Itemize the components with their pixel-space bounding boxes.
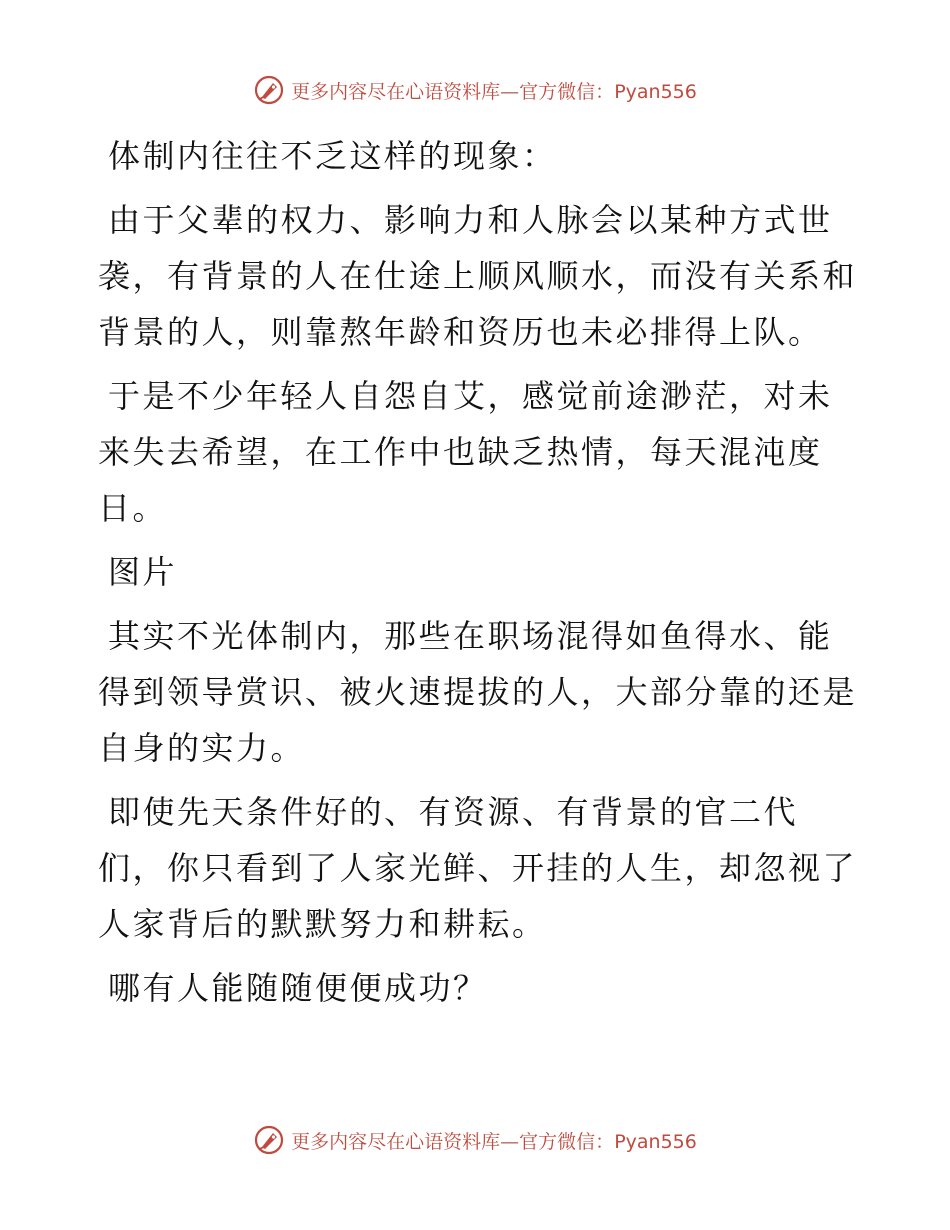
image-placeholder-text: 图片: [108, 553, 178, 591]
pen-nib-logo-icon: [253, 74, 285, 106]
banner-main-text: 更多内容尽在心语资料库: [291, 1130, 501, 1153]
banner-wechat-id: Pyan556: [614, 80, 697, 103]
paragraph: 于是不少年轻人自怨自艾，感觉前途渺茫，对未来失去希望，在工作中也缺乏热情，每天混沌度日。: [98, 377, 833, 527]
banner-main-text: 更多内容尽在心语资料库: [291, 80, 501, 103]
banner-text: [291, 1127, 697, 1154]
header-banner: [0, 70, 950, 110]
banner-wechat-label: 官方微信：: [519, 1130, 615, 1153]
banner-wechat-id: Pyan556: [614, 1130, 697, 1153]
paragraph: 即使先天条件好的、有资源、有背景的官二代们，你只看到了人家光鲜、开挂的人生，却忽视了人家背后的默默努力和耕耘。: [98, 793, 858, 943]
paragraph: 哪有人能随随便便成功？: [108, 969, 488, 1007]
banner-text: [291, 77, 697, 104]
banner-separator: —: [500, 80, 520, 103]
article-body: [98, 128, 858, 1024]
banner-wechat-label: 官方微信：: [519, 80, 615, 103]
paragraph: 体制内往往不乏这样的现象：: [108, 137, 557, 175]
footer-banner: [0, 1120, 950, 1160]
paragraph: 由于父辈的权力、影响力和人脉会以某种方式世袭，有背景的人在仕途上顺风顺水，而没有关系和背景的人，则靠熬年龄和资历也未必排得上队。: [98, 201, 858, 351]
banner-separator: —: [500, 1130, 520, 1153]
pen-nib-logo-icon: [253, 1124, 285, 1156]
paragraph: 其实不光体制内，那些在职场混得如鱼得水、能得到领导赏识、被火速提拔的人，大部分靠的还是自身的实力。: [98, 617, 858, 767]
